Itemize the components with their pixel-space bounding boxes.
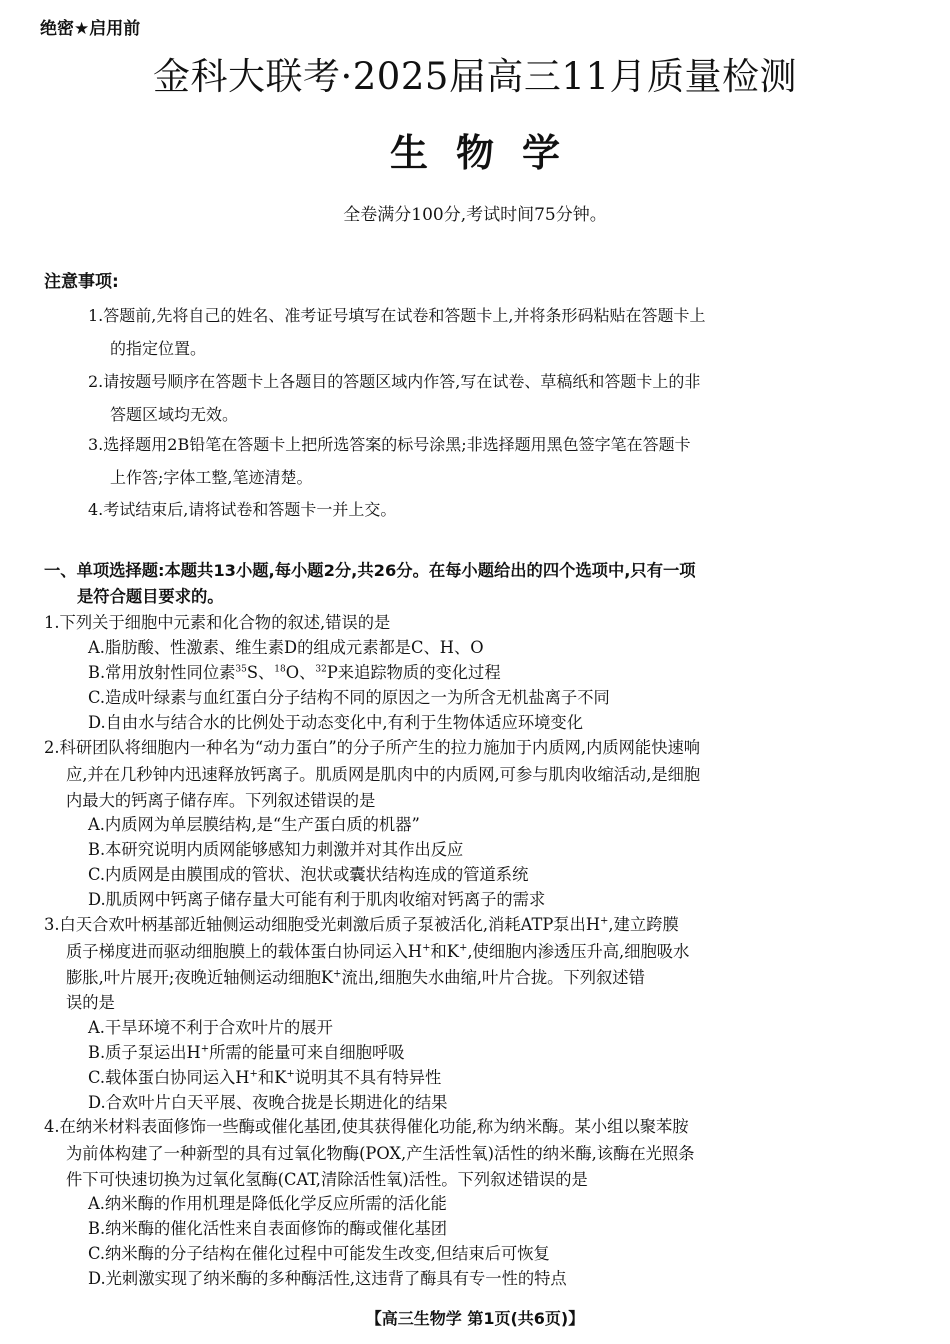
question-1-option-c: C.造成叶绿素与血红蛋白分子结构不同的原因之一为所含无机盐离子不同 (88, 688, 610, 707)
question-2-option-a: A.内质网为单层膜结构,是“生产蛋白质的机器” (88, 815, 420, 834)
notice-line: 答题区域均无效。 (110, 405, 239, 424)
question-3-stem: 误的是 (66, 993, 115, 1012)
subject-title: 生物学 (389, 131, 588, 175)
question-3-option-c: C.载体蛋白协同运入H+和K+说明其不具有特异性 (88, 1068, 442, 1087)
notice-line: 4.考试结束后,请将试卷和答题卡一并上交。 (88, 500, 397, 519)
question-2-stem: 内最大的钙离子储存库。下列叙述错误的是 (66, 791, 376, 810)
question-2-option-c: C.内质网是由膜围成的管状、泡状或囊状结构连成的管道系统 (88, 865, 529, 884)
question-4-option-a: A.纳米酶的作用机理是降低化学反应所需的活化能 (88, 1194, 447, 1213)
question-4-option-d: D.光刺激实现了纳米酶的多种酶活性,这违背了酶具有专一性的特点 (88, 1269, 567, 1288)
exam-title: 金科大联考·2025届高三11月质量检测 (152, 55, 797, 98)
question-2-stem: 2.科研团队将细胞内一种名为“动力蛋白”的分子所产生的拉力施加于内质网,内质网能快速响 (44, 738, 701, 757)
question-2-option-b: B.本研究说明内质网能够感知力刺激并对其作出反应 (88, 840, 464, 859)
question-3-stem: 3.白天合欢叶柄基部近轴侧运动细胞受光刺激后质子泵被活化,消耗ATP泵出H+,建立跨膜 (44, 915, 679, 934)
notice-line: 的指定位置。 (110, 339, 207, 358)
section-heading: 一、单项选择题:本题共13小题,每小题2分,共26分。在每小题给出的四个选项中,只有一项 (44, 561, 696, 580)
section-heading: 是符合题目要求的。 (77, 587, 224, 606)
confidential-mark: 绝密★启用前 (40, 19, 141, 39)
question-3-option-b: B.质子泵运出H+所需的能量可来自细胞呼吸 (88, 1043, 405, 1062)
question-4-option-c: C.纳米酶的分子结构在催化过程中可能发生改变,但结束后可恢复 (88, 1244, 550, 1263)
page-footer: 【高三生物学 第1页(共6页)】 (365, 1309, 585, 1328)
question-2-stem: 应,并在几秒钟内迅速释放钙离子。肌质网是肌肉中的内质网,可参与肌肉收缩活动,是细胞 (66, 765, 701, 784)
question-4-stem: 4.在纳米材料表面修饰一些酶或催化基团,使其获得催化功能,称为纳米酶。某小组以聚苯胺 (44, 1117, 689, 1136)
notice-line: 上作答;字体工整,笔迹清楚。 (110, 468, 313, 487)
question-4-stem: 件下可快速切换为过氧化氢酶(CAT,清除活性氧)活性。下列叙述错误的是 (66, 1170, 588, 1189)
question-3-option-d: D.合欢叶片白天平展、夜晚合拢是长期进化的结果 (88, 1093, 448, 1112)
score-info: 全卷满分100分,考试时间75分钟。 (343, 205, 607, 225)
question-1-option-d: D.自由水与结合水的比例处于动态变化中,有利于生物体适应环境变化 (88, 713, 583, 732)
question-3-stem: 质子梯度进而驱动细胞膜上的载体蛋白协同运入H+和K+,使细胞内渗透压升高,细胞吸水 (66, 942, 690, 961)
notice-line: 1.答题前,先将自己的姓名、准考证号填写在试卷和答题卡上,并将条形码粘贴在答题卡上 (88, 306, 706, 325)
question-1-option-a: A.脂肪酸、性激素、维生素D的组成元素都是C、H、O (88, 638, 484, 657)
question-4-stem: 为前体构建了一种新型的具有过氧化物酶(POX,产生活性氧)活性的纳米酶,该酶在光照条 (66, 1144, 695, 1163)
question-4-option-b: B.纳米酶的催化活性来自表面修饰的酶或催化基团 (88, 1219, 448, 1238)
notice-line: 2.请按题号顺序在答题卡上各题目的答题区域内作答,写在试卷、草稿纸和答题卡上的非 (88, 372, 701, 391)
notice-line: 3.选择题用2B铅笔在答题卡上把所选答案的标号涂黑;非选择题用黑色签字笔在答题卡 (88, 435, 691, 454)
question-3-option-a: A.干旱环境不利于合欢叶片的展开 (88, 1018, 333, 1037)
question-3-stem: 膨胀,叶片展开;夜晚近轴侧运动细胞K+流出,细胞失水曲缩,叶片合拢。下列叙述错 (66, 968, 645, 987)
question-1-stem: 1.下列关于细胞中元素和化合物的叙述,错误的是 (44, 613, 391, 632)
question-1-option-b: B.常用放射性同位素$^{35}$S、$^{18}$O、$^{32}$P来追踪物质的变化过程 (88, 663, 501, 682)
question-2-option-d: D.肌质网中钙离子储存量大可能有利于肌肉收缩对钙离子的需求 (88, 890, 546, 909)
notice-heading: 注意事项: (44, 272, 119, 292)
